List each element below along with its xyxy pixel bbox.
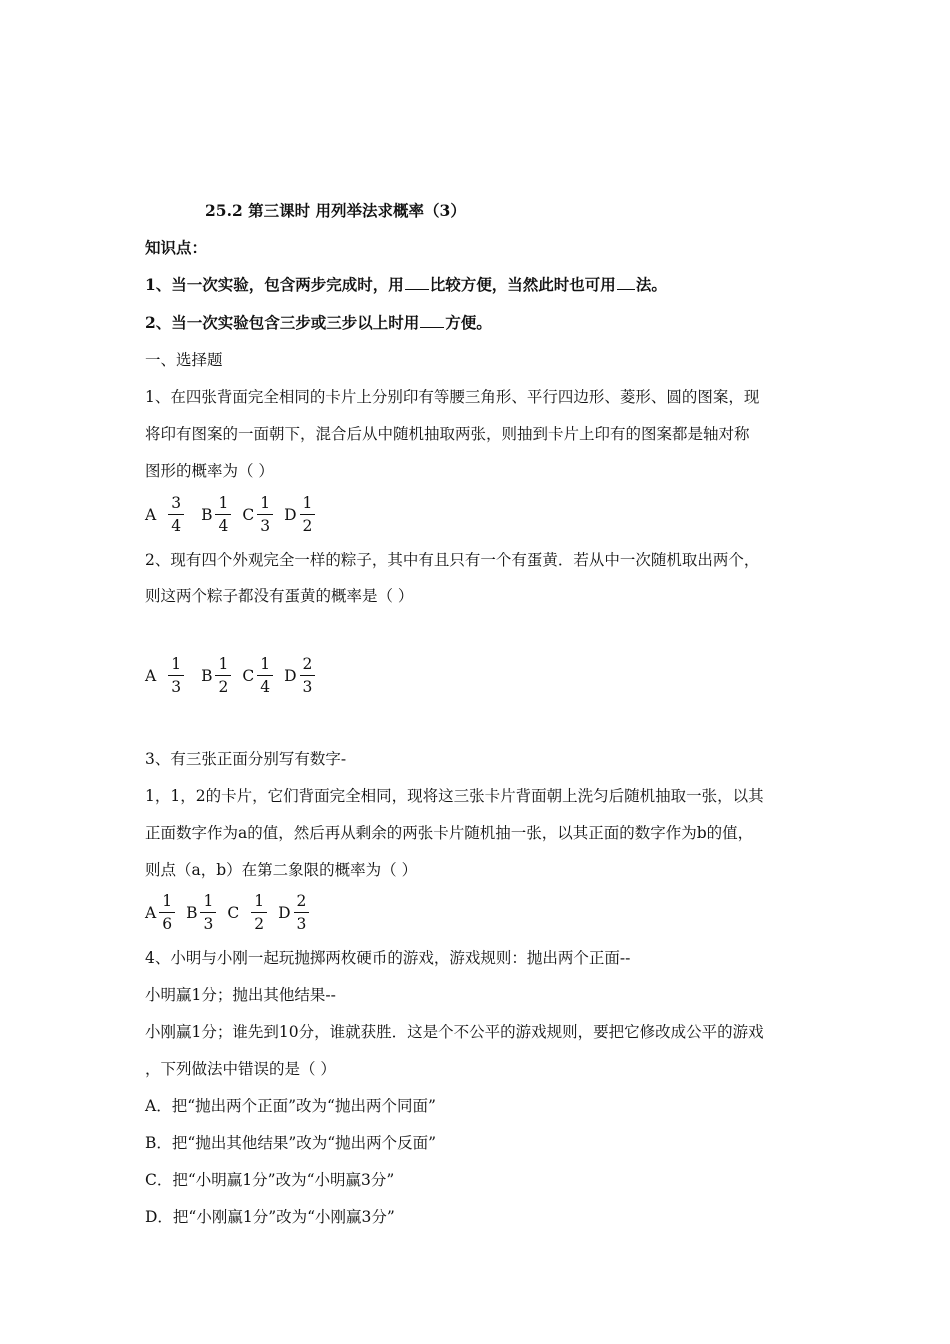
- q2-option-d: D $\frac{2}{3}$: [284, 654, 318, 697]
- fraction: $\frac{1}{3}$: [200, 891, 216, 934]
- fraction: $\frac{1}{6}$: [159, 891, 175, 934]
- q3-line: 3、有三张正面分别写有数字-: [145, 750, 347, 768]
- kp1-text-a: 1、当一次实验，包含两步完成时，用: [145, 275, 404, 294]
- q4-option-a: A．把“抛出两个正面”改为“抛出两个同面”: [145, 1097, 436, 1115]
- q1-option-b: B $\frac{1}{4}$: [201, 493, 234, 536]
- q2-option-c: C $\frac{1}{4}$: [242, 654, 276, 697]
- q3-line: 正面数字作为a的值，然后再从剩余的两张卡片随机抽一张，以其正面的数字作为b的值，: [145, 824, 754, 842]
- fraction: $\frac{1}{3}$: [257, 493, 273, 536]
- q1-line: 1、在四张背面完全相同的卡片上分别印有等腰三角形、平行四边形、菱形、圆的图案，现: [145, 388, 760, 406]
- q2-options: [145, 654, 326, 697]
- q3-option-a: A $\frac{1}{6}$: [145, 891, 178, 934]
- q4-option-c: C．把“小明赢1分”改为“小明赢3分”: [145, 1171, 395, 1189]
- q2-line: 则这两个粽子都没有蛋黄的概率是（ ）: [145, 587, 414, 605]
- q4-line: 小刚赢1分；谁先到10分，谁就获胜．这是个不公平的游戏规则，要把它修改成公平的游戏: [145, 1023, 764, 1041]
- section-heading: 一、选择题: [145, 351, 223, 369]
- kp2-text-b: 方便。: [445, 313, 492, 332]
- q4-line: 小明赢1分；抛出其他结果--: [145, 986, 336, 1004]
- fraction: $\frac{1}{3}$: [168, 654, 184, 697]
- fraction: $\frac{1}{4}$: [257, 654, 273, 697]
- fraction: $\frac{2}{3}$: [294, 891, 310, 934]
- q1-line: 将印有图案的一面朝下，混合后从中随机抽取两张，则抽到卡片上印有的图案都是轴对称: [145, 425, 750, 443]
- q3-line: 则点（a，b）在第二象限的概率为（ ）: [145, 861, 418, 879]
- q4-line: 4、小明与小刚一起玩抛掷两枚硬币的游戏，游戏规则：抛出两个正面--: [145, 949, 631, 967]
- q3-options: [145, 891, 320, 934]
- q4-option-b: B．把“抛出其他结果”改为“抛出两个反面”: [145, 1134, 437, 1152]
- q2-option-b: B $\frac{1}{2}$: [201, 654, 234, 697]
- fraction: $\frac{2}{3}$: [300, 654, 316, 697]
- fraction: $\frac{1}{2}$: [300, 493, 316, 536]
- q1-options: [145, 493, 326, 536]
- fraction: $\frac{1}{2}$: [251, 891, 267, 934]
- q2-option-a: A $\frac{1}{3}$: [145, 654, 187, 697]
- kp1-text-b: 比较方便，当然此时也可用: [429, 275, 616, 294]
- fill-blank: [617, 275, 635, 290]
- q3-line: 1，1，2的卡片，它们背面完全相同，现将这三张卡片背面朝上洗匀后随机抽取一张，以其: [145, 787, 764, 805]
- knowledge-heading: 知识点：: [145, 238, 208, 257]
- kp1-text-c: 法。: [635, 275, 667, 294]
- q1-option-d: D $\frac{1}{2}$: [284, 493, 318, 536]
- fraction: $\frac{1}{2}$: [215, 654, 231, 697]
- fraction: $\frac{1}{4}$: [215, 493, 231, 536]
- knowledge-point-1: [145, 275, 667, 295]
- q4-option-d: D．把“小刚赢1分”改为“小刚赢3分”: [145, 1208, 395, 1226]
- q3-option-d: D $\frac{2}{3}$: [278, 891, 312, 934]
- page-title: 25.2 第三课时 用列举法求概率（3）: [205, 201, 466, 220]
- q3-option-b: B $\frac{1}{3}$: [186, 891, 219, 934]
- q1-option-c: C $\frac{1}{3}$: [242, 493, 276, 536]
- kp2-text-a: 2、当一次实验包含三步或三步以上时用: [145, 313, 420, 332]
- knowledge-point-2: [145, 313, 492, 333]
- fraction: $\frac{3}{4}$: [168, 493, 184, 536]
- q1-option-a: A $\frac{3}{4}$: [145, 493, 187, 536]
- q4-line: ，下列做法中错误的是（ ）: [145, 1060, 336, 1078]
- fill-blank: [420, 313, 444, 328]
- q1-line: 图形的概率为（ ）: [145, 462, 274, 480]
- q2-line: 2、现有四个外观完全一样的粽子，其中有且只有一个有蛋黄．若从中一次随机取出两个，: [145, 551, 760, 569]
- q3-option-c: C $\frac{1}{2}$: [227, 891, 270, 934]
- fill-blank: [405, 275, 429, 290]
